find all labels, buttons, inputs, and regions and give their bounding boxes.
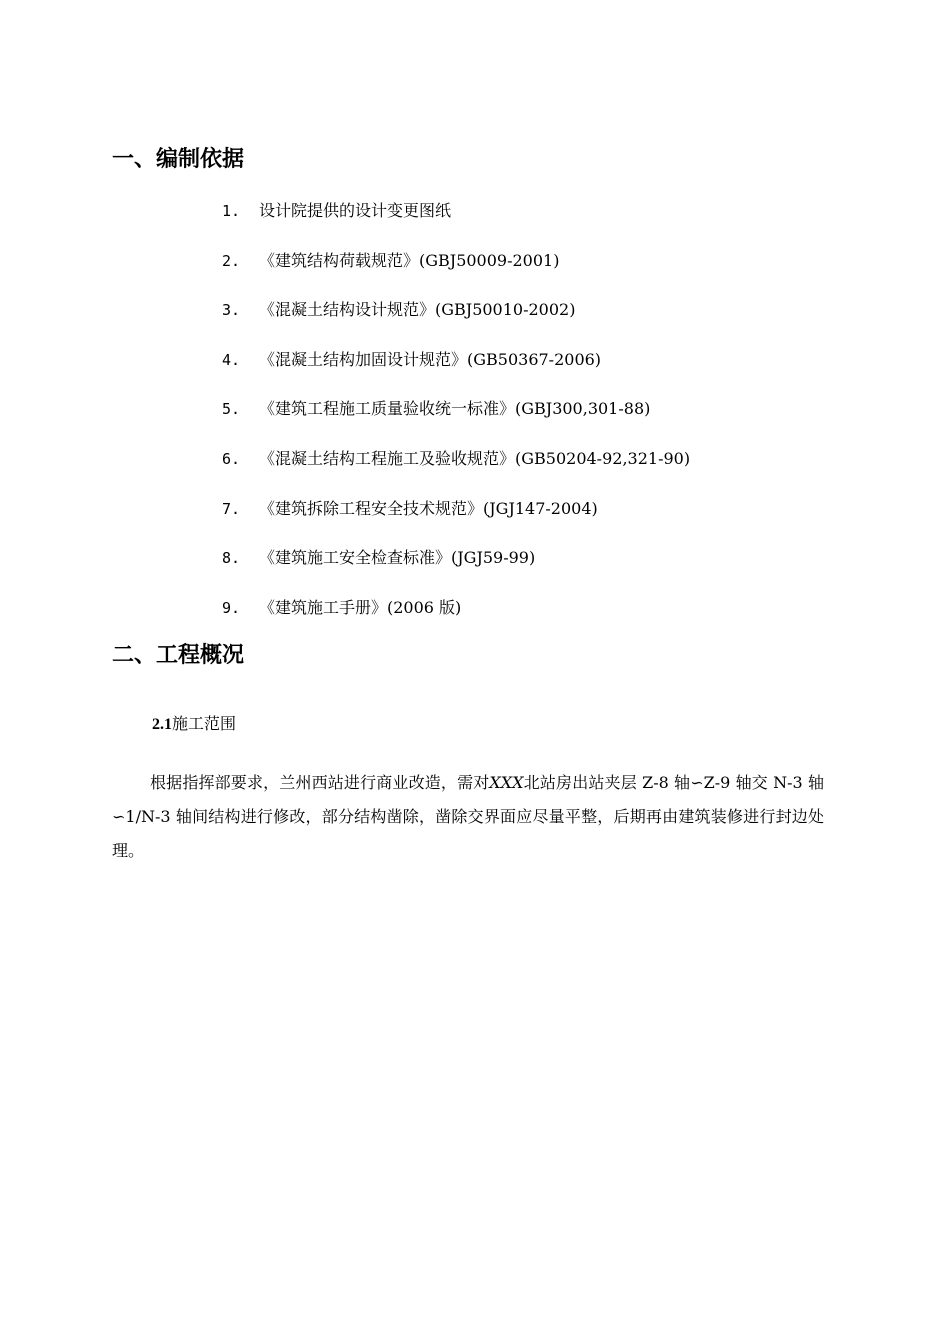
reference-list [222, 199, 690, 645]
list-item [222, 497, 690, 547]
item-text: 《建筑结构荷载规范》(GBJ50009-2001) [259, 250, 560, 270]
subsection-heading [152, 712, 236, 737]
item-number: 4. [222, 350, 241, 369]
list-item [222, 546, 690, 596]
item-text: 《建筑施工手册》(2006 版) [259, 597, 462, 617]
paragraph-text-rest: 北站房出站夹层 Z-8 轴∽Z-9 轴交 N-3 轴∽1/N-3 轴间结构进行修改，部分结构凿除，凿除交界面应尽量平整，后期再由建筑装修进行封边处理。 [112, 773, 824, 860]
item-text: 《混凝土结构设计规范》(GBJ50010-2002) [259, 300, 576, 320]
list-item [222, 298, 690, 348]
list-item [222, 596, 690, 646]
subsection-number: 2.1 [152, 716, 172, 733]
paragraph-placeholder-name: XXX [489, 773, 524, 792]
subsection-title: 施工范围 [172, 714, 237, 733]
list-item [222, 447, 690, 497]
item-number: 8. [222, 549, 241, 568]
item-number: 6. [222, 449, 241, 468]
item-text: 《混凝土结构加固设计规范》(GB50367-2006) [259, 349, 602, 369]
list-item [222, 397, 690, 447]
item-number: 9. [222, 598, 241, 617]
item-text: 《建筑拆除工程安全技术规范》(JGJ147-2004) [259, 498, 598, 518]
body-paragraph [112, 766, 824, 868]
item-number: 7. [222, 499, 241, 518]
section-heading-basis: 一、编制依据 [112, 147, 245, 172]
item-number: 1. [222, 202, 241, 220]
list-item [222, 348, 690, 398]
section-heading-overview: 二、工程概况 [112, 643, 245, 668]
item-number: 3. [222, 301, 241, 320]
item-text: 《混凝土结构工程施工及验收规范》(GB50204-92,321-90) [259, 448, 691, 468]
item-text: 《建筑施工安全检查标准》(JGJ59-99) [259, 548, 536, 568]
list-item [222, 199, 690, 249]
item-text: 设计院提供的设计变更图纸 [259, 201, 452, 220]
item-number: 5. [222, 400, 241, 419]
list-item [222, 249, 690, 299]
paragraph-text-start: 根据指挥部要求，兰州西站进行商业改造，需对 [150, 773, 490, 792]
item-text: 《建筑工程施工质量验收统一标准》(GBJ300,301-88) [259, 399, 651, 419]
item-number: 2. [222, 251, 241, 270]
